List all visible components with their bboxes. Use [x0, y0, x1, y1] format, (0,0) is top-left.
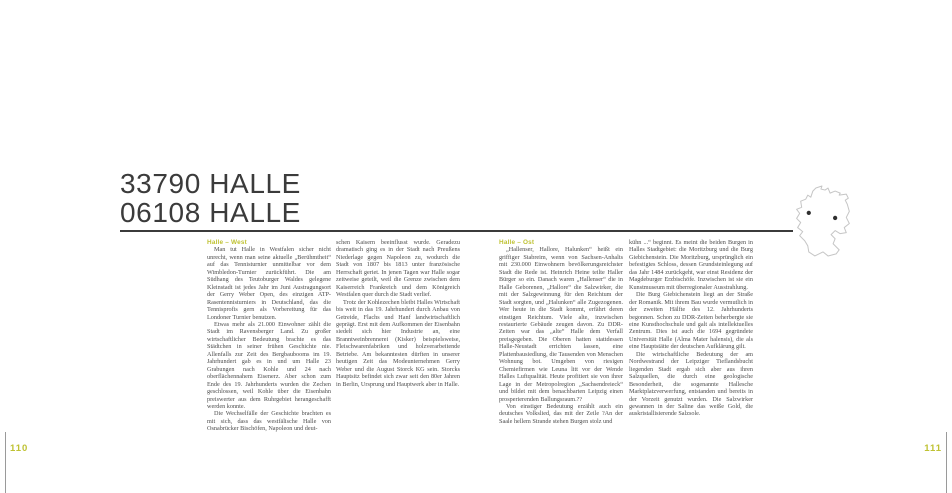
body-paragraph: Trotz der Kohlezechen bleibt Halles Wirtschaft bis weit in das 19. Jahrhundert durch Anbau von Getreide, Flachs und Hanf landwirtschaftlich geprägt. Erst mit dem Aufkommen der Eisenbahn siedelt sich hier Industrie an, eine Branntweinbrennerei (Kisker) beispielsweise, Fleischwarenfabriken und holzverarbeitende Betriebe. Am bekanntesten dürften in unserer heutigen Zeit das Modeunternehmen Gerry Weber und die August Storck KG sein. Storcks Hauptsitz befindet sich zwar seit den 80er Jahren in Berlin, Ursprung und Hauptwerk aber in Halle.	[336, 298, 460, 388]
page-number-right: 111	[924, 443, 942, 454]
body-paragraph: Die Wechselfälle der Geschichte brachten es mit sich, dass das westfälische Halle von Osnabrücker Bischöfen, Napoleon und deut-	[207, 410, 331, 433]
title-rule	[120, 230, 793, 232]
body-paragraph: Man tut Halle in Westfalen sicher nicht unrecht, wenn man seine aktuelle „Berühmtheit“ auf das Tennisturnier unmittelbar vor dem Wimbledon-Turnier zurückführt. Die am Südhang des Teutoburger Waldes gelegene Kleinstadt ist jedes Jahr im Juni Austragungsort der Gerry Weber Open, des einzigen ATP-Rasentennisturniers in Deutschland, das die Tennisprofis gern als Vorbereitung für das Londoner Turnier benutzen.	[207, 246, 331, 321]
body-paragraph: Die wirtschaftliche Bedeutung der am Nordwestrand der Leipziger Tieflandsbucht liegenden Stadt ergab sich aber aus ihren Salzquellen, die durch eine geologische Besonderheit, die sogenannte Hallesche Marktplatzverwerfung, entstanden und bereits in der Vorzeit genutzt wurden. Die Salzwirker gewannen in der Saline das weiße Gold, die auskristallisierende Salzsole.	[629, 350, 753, 418]
postcode-title-line1: 33790 HALLE	[120, 168, 301, 199]
article-column-2	[336, 239, 460, 388]
page-number-left: 110	[10, 443, 29, 454]
section-heading-halle-ost: Halle – Ost	[499, 239, 535, 246]
body-paragraph: kühn ...“ beginnt. Es meint die beiden Burgen in Halles Stadtgebiet: die Moritzburg und die Burg Giebichenstein. Die Moritzburg, ursprünglich ein befestigtes Schloss, dessen Grundsteinlegung auf das Jahr 1484 zurückgeht, war einst Residenz der Magdeburger Erzbischöfe. Inzwischen ist sie ein Kunstmuseum mit überregionaler Ausstrahlung.	[629, 239, 753, 291]
article-column-3	[499, 239, 623, 425]
halle-saale-marker-icon	[833, 216, 837, 220]
postcode-title-line2: 06108 HALLE	[120, 196, 301, 228]
article-column-4	[629, 239, 753, 418]
section-heading-halle-west: Halle – West	[207, 239, 247, 246]
germany-border-outline	[797, 186, 850, 256]
right-page-edge-mark	[946, 432, 947, 493]
germany-outline-map	[794, 185, 856, 260]
body-paragraph: Von einstiger Bedeutung erzählt auch ein deutsches Volkslied, das mit der Zeile ?An der Saale hellem Strande stehen Burgen stolz und	[499, 402, 623, 425]
chapter-title	[120, 170, 301, 227]
body-paragraph: Etwas mehr als 21.000 Einwohner zählt die Stadt im Ravensberger Land. Zu großer wirtschaftlicher Bedeutung brachte es das Städtchen in seiner frühen Geschichte nie. Allenfalls zur Zeit des Bergbaubooms im 19. Jahrhundert gab es in und um Halle 23 Grabungen nach Kohle und 24 nach oberflächennahem Eisenerz. Aber schon zum Ende des 19. Jahrhunderts wurden die Zechen geschlossen, weil Kohle über die Eisenbahn preiswerter aus dem Ruhrgebiet herangeschafft werden konnte.	[207, 320, 331, 410]
halle-westfalen-marker-icon	[807, 211, 811, 215]
body-paragraph: Die Burg Giebichenstein liegt an der Straße der Romanik. Mit ihrem Bau wurde vermutlich in der zweiten Hälfte des 12. Jahrhunderts begonnen. Schon zu DDR-Zeiten beherbergte sie eine Kunsthochschule und galt als intellektuelles Zentrum. Dies ist auch die 1694 gegründete Universität Halle (Alma Mater halensis), die als eine Hauptstätte der deutschen Aufklärung gilt.	[629, 291, 753, 351]
body-paragraph: „Hallenser, Hallore, Halunken“ heißt ein griffiger Stabreim, wenn von Sachsen-Anhalts mit 230.000 Einwohnern bevölkerungsreichster Stadt die Rede ist. Heinrich Heine teilte Haller Bürger so ein. Danach waren „Hallenser“ die in Halle Geborenen, „Hallore“ die Salzwirker, die mit der Salzgewinnung für den Reichtum der Stadt sorgten, und „Halunken“ alle Zugezogenen. Wer heute in die Stadt kommt, erfährt deren einstigen Reichtum. Viele alte, inzwischen restaurierte Gebäude zeugen davon. Zu DDR-Zeiten war das „alte“ Halle dem Verfall preisgegeben. Die Oberen hatten stattdessen Halle-Neustadt errichten lassen, eine Plattenbausiedlung, die Tausenden von Menschen Wohnung bot. Umgeben von riesigen Chemiefirmen wie Leuna litt vor der Wende Halles Luftqualität. Heute profitiert sie von ihrer Lage in der Metropolregion „Sachsendreieck“ und bildet mit dem benachbarten Leipzig einen prosperierenden Ballungsraum.??	[499, 246, 623, 403]
left-page-edge-mark	[5, 432, 6, 493]
article-column-1	[207, 239, 331, 433]
body-paragraph: schen Kaisern beeinflusst wurde. Geradezu dramatisch ging es in der Stadt nach Preußens Niederlage gegen Napoleon zu, wodurch die Stadt von 1807 bis 1813 unter französische Herrschaft geriet. In jenen Tagen war Halle sogar zeitweise geteilt, weil die Grenze zwischen dem Kaiserreich Frankreich und dem Königreich Westfalen quer durch die Stadt verlief.	[336, 239, 460, 299]
